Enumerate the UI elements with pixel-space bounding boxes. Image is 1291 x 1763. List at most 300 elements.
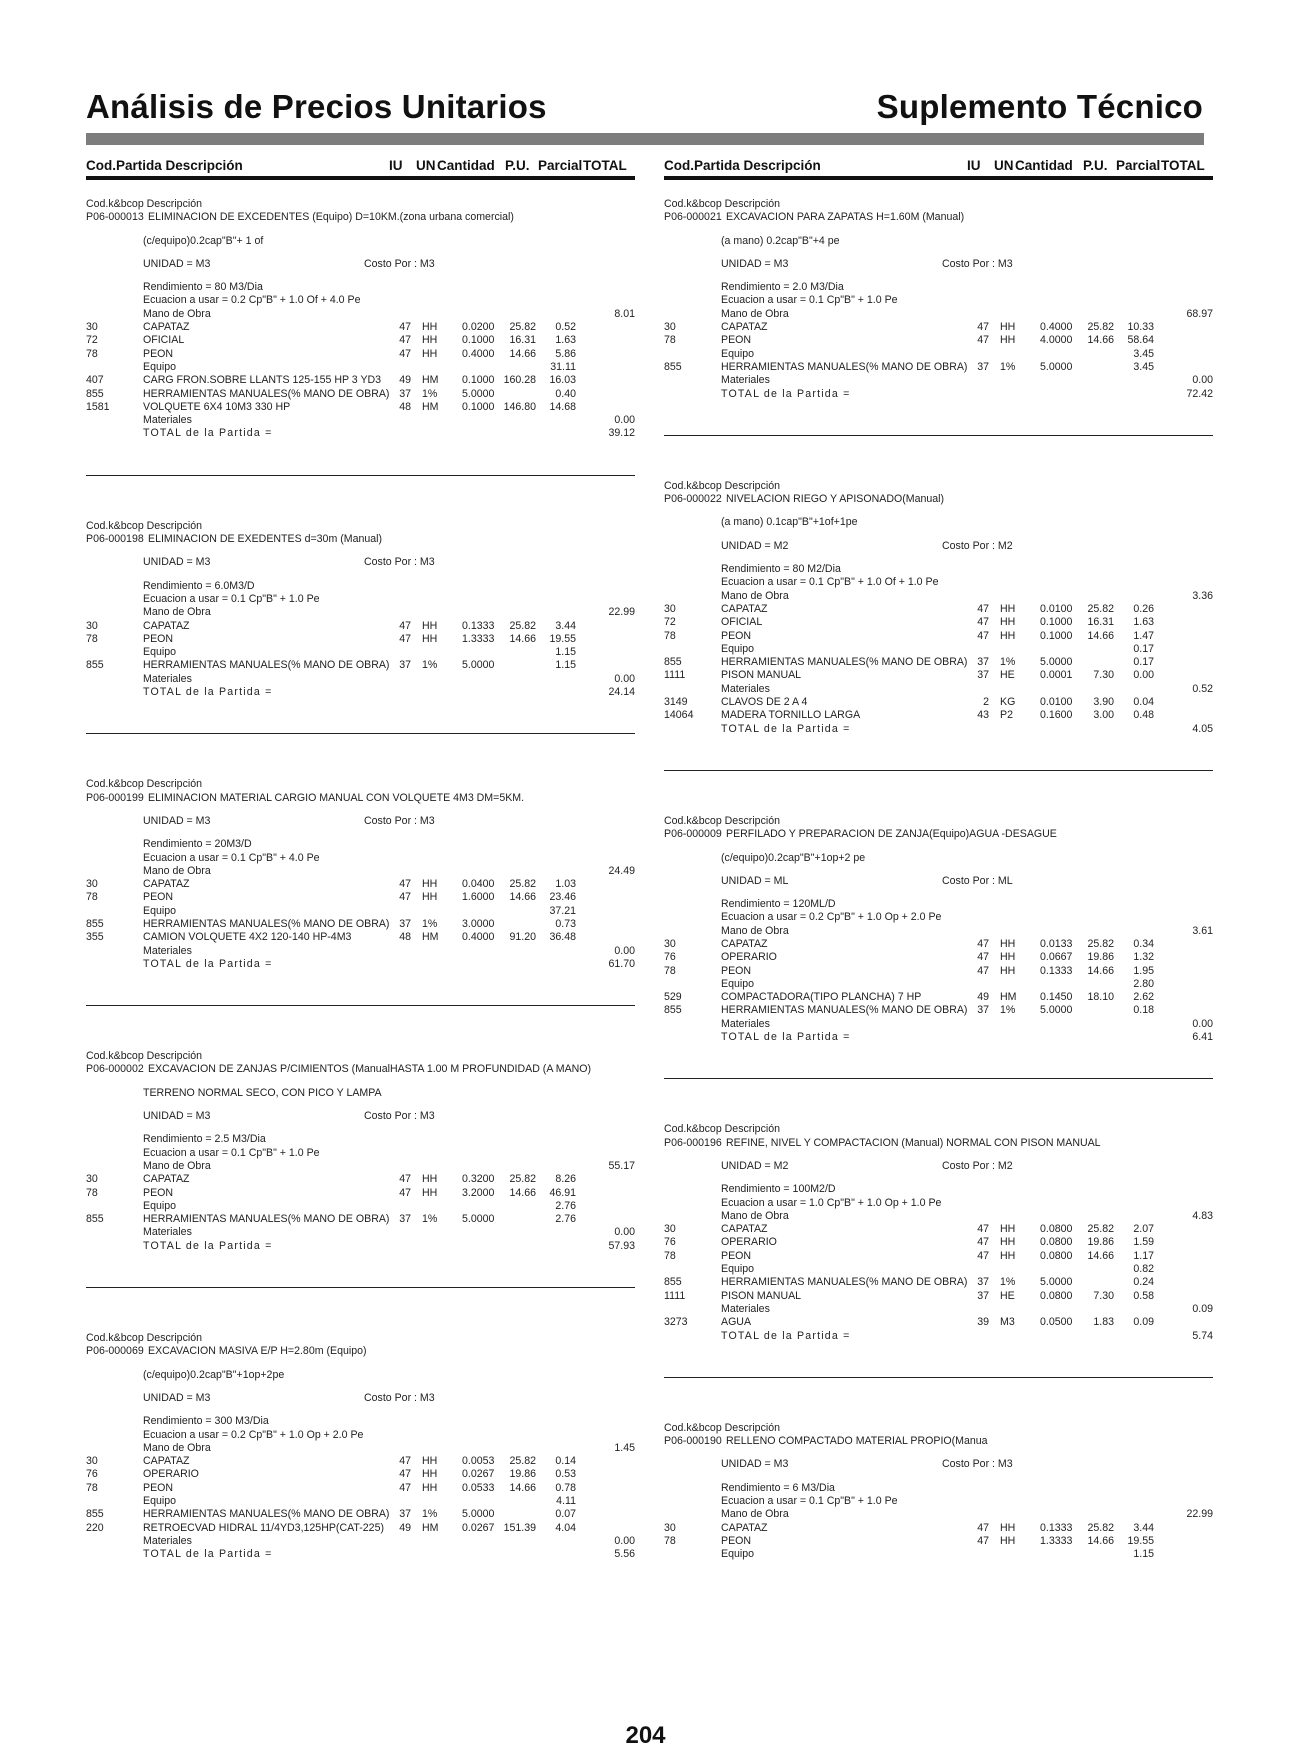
rendimiento-row: [86, 1415, 635, 1428]
insumo-iu: 47: [399, 632, 411, 645]
insumo-parcial: 1.32: [1133, 951, 1154, 964]
insumo-unit: HH: [1000, 602, 1016, 615]
insumo-description: COMPACTADORA(TIPO PLANCHA) 7 HP: [721, 991, 922, 1004]
spacer: [664, 530, 1213, 540]
subtotal-row: [664, 683, 1213, 696]
insumo-iu: 2: [983, 696, 989, 709]
insumo-description: CLAVOS DE 2 A 4: [721, 696, 808, 709]
insumo-row: [664, 1276, 1213, 1289]
insumo-cantidad: 5.0000: [1040, 1004, 1073, 1017]
partida-title: EXCAVACION MASIVA E/P H=2.80m (Equipo): [148, 1345, 367, 1358]
insumo-code: 30: [86, 1173, 98, 1186]
insumo-parcial: 1.95: [1133, 964, 1154, 977]
insumo-parcial: 16.03: [549, 374, 576, 387]
subtotal-row: [664, 1303, 1213, 1316]
insumo-precio-unitario: 18.10: [1087, 991, 1114, 1004]
insumo-row: [664, 1316, 1213, 1329]
insumo-description: CAPATAZ: [143, 1173, 190, 1186]
header-cod-descripcion: Cod.Partida Descripción: [664, 158, 821, 173]
insumo-parcial: 1.15: [1133, 1548, 1154, 1561]
unidad-label: UNIDAD = M3: [721, 1458, 789, 1471]
rendimiento-row: [664, 576, 1213, 589]
insumo-row: [664, 669, 1213, 682]
partida-note-row: [86, 1369, 635, 1382]
insumo-row: [86, 620, 635, 633]
total-row: [86, 958, 635, 971]
insumo-parcial: 3.44: [555, 619, 576, 632]
insumo-parcial: 19.55: [549, 632, 576, 645]
partida-head-labels: [664, 1123, 1213, 1136]
total-label: TOTAL de la Partida =: [721, 1031, 851, 1044]
insumo-iu: 47: [399, 1186, 411, 1199]
insumo-row: [86, 1173, 635, 1186]
insumo-code: 30: [86, 619, 98, 632]
insumo-description: Mano de Obra: [721, 924, 789, 937]
cod-desc-label: Cod.k&bcop Descripción: [86, 1050, 202, 1063]
insumo-description: Materiales: [143, 944, 192, 957]
costo-por-label: Costo Por : M2: [942, 1159, 1013, 1172]
spacer: [86, 1123, 635, 1133]
insumo-cantidad: 3.2000: [462, 1186, 495, 1199]
insumo-code: 855: [664, 1004, 682, 1017]
insumo-parcial: 0.00: [1133, 669, 1154, 682]
insumo-row: [86, 374, 635, 387]
insumo-description: PEON: [143, 347, 174, 360]
unidad-row: [86, 258, 635, 271]
insumo-iu: 47: [399, 619, 411, 632]
insumo-cantidad: 0.0400: [462, 878, 495, 891]
insumo-code: 76: [664, 951, 676, 964]
partida-separator: [664, 1078, 1213, 1079]
insumo-cantidad: 5.0000: [462, 1213, 495, 1226]
insumo-parcial: 0.58: [1133, 1289, 1154, 1302]
insumo-precio-unitario: 25.82: [509, 1455, 536, 1468]
insumo-description: PEON: [721, 629, 752, 642]
insumo-iu: 39: [977, 1316, 989, 1329]
insumo-cantidad: 0.0800: [1040, 1249, 1073, 1262]
insumo-description: Equipo: [143, 1199, 176, 1212]
insumo-unit: HH: [422, 347, 438, 360]
insumo-cantidad: 0.0267: [462, 1521, 495, 1534]
subtotal-row: [664, 590, 1213, 603]
insumo-unit: 1%: [1000, 360, 1016, 373]
insumo-precio-unitario: 14.66: [1087, 1534, 1114, 1547]
insumo-description: CAPATAZ: [721, 321, 768, 334]
insumo-parcial: 19.55: [1127, 1534, 1154, 1547]
insumo-code: 76: [86, 1468, 98, 1481]
insumo-iu: 47: [399, 334, 411, 347]
partida-total: 39.12: [608, 427, 635, 440]
ecuacion-text: Ecuacion a usar = 0.2 Cp"B" + 1.0 Op + 2.0 Pe: [143, 1428, 364, 1441]
insumo-cantidad: 5.0000: [462, 1508, 495, 1521]
total-row: [86, 1240, 635, 1253]
cod-desc-label: Cod.k&bcop Descripción: [86, 778, 202, 791]
insumo-description: OFICIAL: [721, 616, 763, 629]
insumo-precio-unitario: 25.82: [509, 321, 536, 334]
insumo-description: CARG FRON.SOBRE LLANTS 125-155 HP 3 YD3: [143, 374, 382, 387]
unidad-label: UNIDAD = M3: [143, 556, 211, 569]
insumo-row: [664, 991, 1213, 1004]
insumo-code: 3149: [664, 696, 688, 709]
partida-code: P06-000009: [664, 828, 722, 841]
insumo-parcial: 1.63: [555, 334, 576, 347]
insumo-description: HERRAMIENTAS MANUALES(% MANO DE OBRA): [143, 1508, 390, 1521]
insumo-cantidad: 0.1000: [462, 374, 495, 387]
insumo-unit: HM: [422, 400, 439, 413]
insumo-description: OPERARIO: [721, 951, 777, 964]
subtotal-row: [86, 1226, 635, 1239]
page-title: Análisis de Precios Unitarios: [86, 88, 547, 125]
insumo-unit: HH: [422, 891, 438, 904]
partida-block: [86, 520, 635, 700]
rendimiento-text: Rendimiento = 100M2/D: [721, 1183, 836, 1196]
insumo-parcial: 2.76: [555, 1213, 576, 1226]
insumo-cantidad: 0.1000: [462, 334, 495, 347]
insumo-parcial: 2.62: [1133, 991, 1154, 1004]
insumo-cantidad: 0.4000: [462, 931, 495, 944]
rendimiento-text: Rendimiento = 120ML/D: [721, 898, 836, 911]
insumo-iu: 37: [977, 669, 989, 682]
rendimiento-text: Rendimiento = 20M3/D: [143, 838, 252, 851]
rendimiento-text: Rendimiento = 2.0 M3/Dia: [721, 281, 844, 294]
partida-title-row: [664, 1137, 1213, 1150]
insumo-code: 78: [664, 1534, 676, 1547]
left-column-body: [86, 198, 635, 1561]
page-number: 204: [625, 1722, 666, 1749]
insumo-parcial: 1.47: [1133, 629, 1154, 642]
subtotal-row: [86, 606, 635, 619]
insumo-row: [86, 1468, 635, 1481]
insumo-unit: HM: [1000, 991, 1017, 1004]
insumo-row: [664, 1290, 1213, 1303]
insumo-iu: 47: [399, 321, 411, 334]
insumo-description: Materiales: [721, 374, 770, 387]
insumo-description: AGUA: [721, 1316, 752, 1329]
insumo-cantidad: 0.1600: [1040, 709, 1073, 722]
subtotal-row: [664, 978, 1213, 991]
insumo-description: Equipo: [721, 1263, 754, 1276]
insumo-unit: HH: [1000, 937, 1016, 950]
insumo-iu: 37: [399, 659, 411, 672]
unidad-label: UNIDAD = ML: [721, 874, 789, 887]
costo-por-label: Costo Por : M2: [942, 539, 1013, 552]
insumo-cantidad: 0.3200: [462, 1173, 495, 1186]
insumo-cantidad: 5.0000: [1040, 656, 1073, 669]
partida-note-row: [86, 1087, 635, 1100]
partida-separator: [86, 733, 635, 734]
header-iu: IU: [389, 158, 403, 173]
insumo-row: [86, 878, 635, 891]
rendimiento-row: [86, 593, 635, 606]
rendimiento-text: Rendimiento = 6.0M3/D: [143, 579, 255, 592]
partida-title: ELIMINACION MATERIAL CARGIO MANUAL CON VOLQUETE 4M3 DM=5KM.: [148, 791, 525, 804]
partida-code: P06-000196: [664, 1136, 722, 1149]
insumo-parcial: 8.26: [555, 1173, 576, 1186]
insumo-description: Equipo: [143, 1495, 176, 1507]
rendimiento-row: [86, 1133, 635, 1146]
costo-por-label: Costo Por : M3: [364, 556, 435, 569]
partida-code: P06-000190: [664, 1435, 722, 1448]
insumo-parcial: 37.21: [549, 904, 576, 917]
insumo-parcial: 0.48: [1133, 709, 1154, 722]
insumo-cantidad: 0.1333: [462, 619, 495, 632]
insumo-cantidad: 1.3333: [462, 632, 495, 645]
ecuacion-text: Ecuacion a usar = 0.1 Cp"B" + 1.0 Pe: [143, 592, 320, 605]
ecuacion-text: Ecuacion a usar = 0.1 Cp"B" + 1.0 Of + 1.0 Pe: [721, 576, 939, 589]
insumo-precio-unitario: 16.31: [509, 334, 536, 347]
insumo-description: PEON: [143, 891, 174, 904]
insumo-parcial: 0.78: [555, 1481, 576, 1494]
header-total: TOTAL: [1161, 158, 1205, 173]
total-row: [664, 1031, 1213, 1044]
insumo-description: HERRAMIENTAS MANUALES(% MANO DE OBRA): [721, 656, 968, 669]
subtotal-row: [86, 361, 635, 374]
total-row: [664, 723, 1213, 736]
total-label: TOTAL de la Partida =: [143, 686, 273, 699]
spacer: [86, 546, 635, 556]
insumo-code: 855: [664, 360, 682, 373]
insumo-iu: 37: [399, 917, 411, 930]
insumo-unit: HM: [422, 931, 439, 944]
insumo-code: 30: [86, 321, 98, 334]
page-subtitle: Suplemento Técnico: [876, 88, 1203, 125]
spacer: [86, 570, 635, 580]
spacer: [664, 1448, 1213, 1458]
insumo-row: [664, 616, 1213, 629]
partida-total: 72.42: [1186, 387, 1213, 400]
unidad-row: [86, 815, 635, 828]
insumo-precio-unitario: 1.83: [1093, 1316, 1114, 1329]
insumo-code: 30: [664, 1521, 676, 1534]
insumo-unit: HH: [1000, 1534, 1016, 1547]
partida-block: [664, 1123, 1213, 1342]
insumo-cantidad: 0.0500: [1040, 1316, 1073, 1329]
insumo-parcial: 23.46: [549, 891, 576, 904]
partida-block: [86, 1050, 635, 1253]
insumo-description: Mano de Obra: [721, 1209, 789, 1222]
insumo-parcial: 0.14: [555, 1455, 576, 1468]
group-total: 0.00: [614, 944, 635, 957]
insumo-unit: HH: [1000, 616, 1016, 629]
insumo-iu: 47: [399, 1173, 411, 1186]
insumo-description: Mano de Obra: [721, 589, 789, 602]
insumo-description: OFICIAL: [143, 334, 185, 347]
subtotal-row: [86, 1495, 635, 1508]
insumo-cantidad: 0.0053: [462, 1455, 495, 1468]
insumo-row: [664, 951, 1213, 964]
unidad-label: UNIDAD = M3: [721, 257, 789, 270]
costo-por-label: Costo Por : M3: [364, 814, 435, 827]
insumo-iu: 47: [399, 891, 411, 904]
insumo-description: Materiales: [721, 1017, 770, 1030]
insumo-cantidad: 5.0000: [1040, 360, 1073, 373]
insumo-parcial: 36.48: [549, 931, 576, 944]
insumo-precio-unitario: 151.39: [503, 1521, 536, 1534]
rendimiento-text: Rendimiento = 300 M3/Dia: [143, 1415, 269, 1428]
group-total: 4.83: [1192, 1209, 1213, 1222]
insumo-parcial: 0.40: [555, 387, 576, 400]
insumo-parcial: 0.04: [1133, 696, 1154, 709]
insumo-description: HERRAMIENTAS MANUALES(% MANO DE OBRA): [143, 1213, 390, 1226]
header-cod-descripcion: Cod.Partida Descripción: [86, 158, 243, 173]
column-header: [86, 152, 635, 180]
partida-note: TERRENO NORMAL SECO, CON PICO Y LAMPA: [143, 1086, 382, 1099]
insumo-description: Materiales: [143, 1534, 192, 1547]
insumo-row: [664, 1250, 1213, 1263]
insumo-iu: 37: [977, 1276, 989, 1289]
partida-block: [664, 480, 1213, 736]
spacer: [86, 1359, 635, 1369]
insumo-description: CAMION VOLQUETE 4X2 120-140 HP-4M3: [143, 931, 352, 944]
insumo-precio-unitario: 14.66: [1087, 1249, 1114, 1262]
insumo-description: PISON MANUAL: [721, 669, 802, 682]
insumo-precio-unitario: 25.82: [1087, 602, 1114, 615]
partida-note: (c/equipo)0.2cap"B"+ 1 of: [143, 234, 264, 247]
group-total: 22.99: [608, 606, 635, 619]
insumo-row: [664, 361, 1213, 374]
costo-por-label: Costo Por : M3: [364, 257, 435, 270]
insumo-precio-unitario: 19.86: [509, 1468, 536, 1481]
partida-note: (c/equipo)0.2cap"B"+1op+2pe: [143, 1368, 285, 1381]
partida-total: 61.70: [608, 957, 635, 970]
insumo-iu: 47: [977, 937, 989, 950]
partida-title-row: [86, 211, 635, 224]
total-label: TOTAL de la Partida =: [721, 722, 851, 735]
insumo-unit: HH: [422, 619, 438, 632]
partida-separator: [664, 770, 1213, 771]
subtotal-row: [664, 308, 1213, 321]
total-row: [86, 427, 635, 440]
ecuacion-text: Ecuacion a usar = 0.1 Cp"B" + 1.0 Pe: [143, 1146, 320, 1159]
insumo-description: Materiales: [143, 672, 192, 685]
unidad-label: UNIDAD = M2: [721, 1159, 789, 1172]
partida-code: P06-000069: [86, 1345, 144, 1358]
insumo-precio-unitario: 146.80: [503, 400, 536, 413]
insumo-row: [86, 1522, 635, 1535]
spacer: [664, 271, 1213, 281]
insumo-unit: HH: [422, 632, 438, 645]
insumo-cantidad: 0.0267: [462, 1468, 495, 1481]
insumo-row: [86, 918, 635, 931]
insumo-cantidad: 0.4000: [462, 347, 495, 360]
unidad-row: [664, 1458, 1213, 1471]
insumo-precio-unitario: 7.30: [1093, 1289, 1114, 1302]
insumo-unit: HH: [422, 878, 438, 891]
subtotal-row: [86, 1160, 635, 1173]
rendimiento-row: [86, 580, 635, 593]
insumo-iu: 37: [399, 387, 411, 400]
insumo-code: 76: [664, 1236, 676, 1249]
insumo-parcial: 0.17: [1133, 656, 1154, 669]
partida-head-labels: [664, 198, 1213, 211]
insumo-cantidad: 0.1000: [1040, 629, 1073, 642]
spacer: [86, 248, 635, 258]
partida-title: EXCAVACION DE ZANJAS P/CIMIENTOS (ManualHASTA 1.00 M PROFUNDIDAD (A MANO): [148, 1063, 592, 1076]
partida-note-row: [664, 852, 1213, 865]
insumo-precio-unitario: 25.82: [509, 619, 536, 632]
insumo-unit: HH: [1000, 1236, 1016, 1249]
subtotal-row: [664, 1508, 1213, 1521]
insumo-iu: 49: [399, 1521, 411, 1534]
insumo-unit: HH: [422, 1468, 438, 1481]
spacer: [664, 1150, 1213, 1160]
insumo-parcial: 1.17: [1133, 1249, 1154, 1262]
insumo-description: Mano de Obra: [143, 1441, 211, 1454]
unidad-label: UNIDAD = M3: [143, 1110, 211, 1123]
insumo-parcial: 31.11: [550, 360, 576, 373]
subtotal-row: [86, 905, 635, 918]
insumo-unit: 1%: [422, 1213, 438, 1226]
group-total: 1.45: [614, 1441, 635, 1454]
insumo-parcial: 0.07: [555, 1508, 576, 1521]
group-total: 0.00: [1192, 374, 1213, 387]
partida-code: P06-000199: [86, 791, 144, 804]
insumo-code: 78: [86, 891, 98, 904]
subtotal-row: [86, 308, 635, 321]
partida-note-row: [664, 516, 1213, 529]
total-row: [86, 1548, 635, 1561]
insumo-parcial: 5.86: [555, 347, 576, 360]
insumo-unit: P2: [1000, 709, 1013, 722]
insumo-precio-unitario: 14.66: [509, 1481, 536, 1494]
group-total: 55.17: [608, 1159, 635, 1172]
insumo-precio-unitario: 19.86: [1087, 951, 1114, 964]
insumo-description: Mano de Obra: [721, 307, 789, 320]
subtotal-row: [664, 348, 1213, 361]
insumo-unit: M3: [1000, 1316, 1015, 1329]
insumo-precio-unitario: 19.86: [1087, 1236, 1114, 1249]
rendimiento-row: [664, 898, 1213, 911]
partida-head-labels: [86, 198, 635, 211]
insumo-code: 78: [86, 347, 98, 360]
partida-code: P06-000198: [86, 533, 144, 546]
partida-title: NIVELACION RIEGO Y APISONADO(Manual): [726, 493, 945, 506]
insumo-unit: KG: [1000, 696, 1016, 709]
insumo-code: 355: [86, 931, 104, 944]
insumo-parcial: 3.45: [1133, 360, 1154, 373]
insumo-code: 855: [86, 1508, 104, 1521]
insumo-parcial: 0.18: [1133, 1004, 1154, 1017]
insumo-row: [664, 603, 1213, 616]
spacer: [664, 553, 1213, 563]
insumo-cantidad: 0.1000: [462, 400, 495, 413]
insumo-unit: 1%: [422, 917, 438, 930]
partida-title-row: [664, 1435, 1213, 1448]
partida-total: 57.93: [608, 1239, 635, 1252]
insumo-code: 1111: [664, 669, 686, 682]
insumo-parcial: 0.82: [1133, 1263, 1154, 1276]
insumo-code: 407: [86, 374, 104, 387]
insumo-cantidad: 0.0800: [1040, 1236, 1073, 1249]
insumo-iu: 37: [977, 656, 989, 669]
insumo-row: [86, 348, 635, 361]
insumo-parcial: 2.80: [1133, 977, 1154, 990]
partida-title-row: [86, 1063, 635, 1076]
costo-por-label: Costo Por : M3: [942, 1458, 1013, 1471]
insumo-unit: HM: [422, 374, 439, 387]
partida-title-row: [86, 533, 635, 546]
insumo-code: 30: [664, 937, 676, 950]
insumo-unit: 1%: [1000, 656, 1016, 669]
spacer: [86, 225, 635, 235]
unidad-row: [664, 875, 1213, 888]
insumo-cantidad: 3.0000: [462, 917, 495, 930]
spacer: [664, 248, 1213, 258]
insumo-description: Mano de Obra: [721, 1508, 789, 1521]
insumo-cantidad: 0.1000: [1040, 616, 1073, 629]
spacer: [664, 506, 1213, 516]
insumo-row: [86, 1455, 635, 1468]
